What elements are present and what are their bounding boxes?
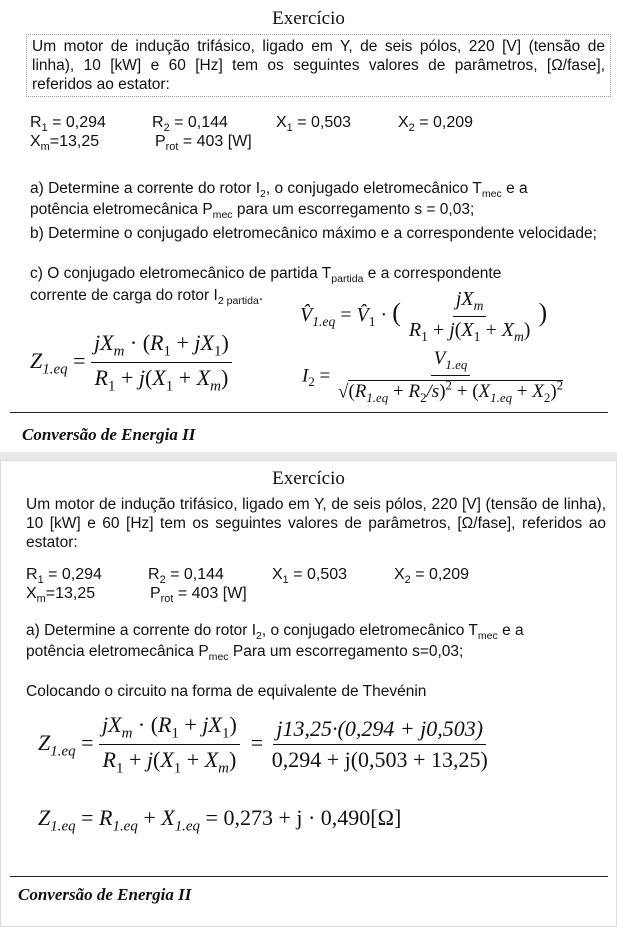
param2-xm: $X_m=13,25$ (26, 585, 96, 606)
param2-x2: $X_2 = 0,209$ (394, 566, 470, 587)
param-prot: $P_{rot} = 403$ [W] (155, 133, 252, 154)
param-r2: $R_2 = 0,144$ (152, 114, 228, 135)
slide-2-title: Exercício (272, 468, 345, 489)
slide-1-item-c-line1: c) O conjugado eletromecânico de partida $T_{partida}$ e a correspondente (30, 265, 502, 286)
param-x2: $X_2 = 0,209$ (398, 114, 474, 135)
slide-1-item-a-line1: a) Determine a corrente do rotor $I_2$, o conjugado eletromecânico $T_{mec}$ e a (30, 180, 528, 201)
slide-1-footer-rule (10, 412, 608, 413)
param-r1: $R_1 = 0,294$ (30, 114, 106, 135)
slide-2-item-a-line1: a) Determine a corrente do rotor $I_2$, o conjugado eletromecânico $T_{mec}$ e a (26, 622, 524, 643)
eq-i2: $I_2$ = $\frac{V_{1.eq}}{√(R_{1.eq} + R_2/s)^2 + (X_{1.eq} + X_2)^2}$ (302, 348, 564, 405)
param2-x1: $X_1 = 0,503$ (272, 566, 348, 587)
slide-2-footer-rule (10, 876, 608, 877)
slide-1-title: Exercício (272, 8, 345, 29)
param-xm: $X_m=13,25$ (30, 133, 100, 154)
slide-1-intro: Um motor de indução trifásico, ligado em Y, de seis pólos, 220 [V] (tensão de linha), 10 [kW] e 60 [Hz] tem os seguintes valores de parâmetros, [Ω/fase], referidos ao estator: (26, 34, 611, 97)
param2-r2: $R_2 = 0,144$ (148, 566, 224, 587)
slide-1-item-b: b) Determine o conjugado eletromecânico máximo e a correspondente velocidade; (30, 225, 597, 242)
slide-2-thevenin-text: Colocando o circuito na forma de equivalente de Thevénin (26, 683, 427, 700)
eq-v1eq: $V̂_{1.eq}$ = $V̂_1$ · ( $\frac{jX_m}{R_1 + j(X_1 + X_m)}$ ) (300, 288, 548, 344)
slide-2-footer: Conversão de Energia II (18, 885, 192, 904)
param2-prot: $P_{rot} = 403$ [W] (150, 585, 247, 606)
slide-1-item-c-line2: corrente de carga do rotor $I_{2 partida}$. (30, 287, 264, 308)
slide-2 (0, 460, 617, 927)
eq-z1eq-definition: $Z_{1.eq}$ = $\frac{jX_m \cdot (R_1 + jX_1)}{R_1 + j(X_1 + X_m)}$ (30, 330, 232, 396)
slide-separator (0, 452, 617, 460)
param2-r1: $R_1 = 0,294$ (26, 566, 102, 587)
slide-1-item-a-line2: potência eletromecânica $P_{mec}$ para um escorregamento s = 0,03; (30, 201, 475, 222)
slide-1-footer: Conversão de Energia II (22, 425, 196, 444)
slide-1 (0, 0, 617, 452)
slide-2-intro: Um motor de indução trifásico, ligado em Y, de seis pólos, 220 [V] (tensão de linha), 10 [kW] e 60 [Hz] tem os seguintes valores de parâmetros, [Ω/fase], referidos ao estator: (26, 496, 606, 551)
eq-z1eq-result: $Z_{1.eq} = R_{1.eq} + X_{1.eq} = 0,273 + j \cdot 0,490[\Omega]$ (38, 805, 402, 835)
eq-z1eq-values: $Z_{1.eq}$ = $\frac{jX_m \cdot (R_1 + jX_1)}{R_1 + j(X_1 + X_m)}$ = $\frac{j13,25\cdot(0,294 + j0,503)}{0,294 + j(0,503 + 13,25)}$ (38, 712, 488, 777)
param-x1: $X_1 = 0,503$ (276, 114, 352, 135)
slide-2-item-a-line2: potência eletromecânica $P_{mec}$ Para um escorregamento s=0,03; (26, 643, 464, 664)
